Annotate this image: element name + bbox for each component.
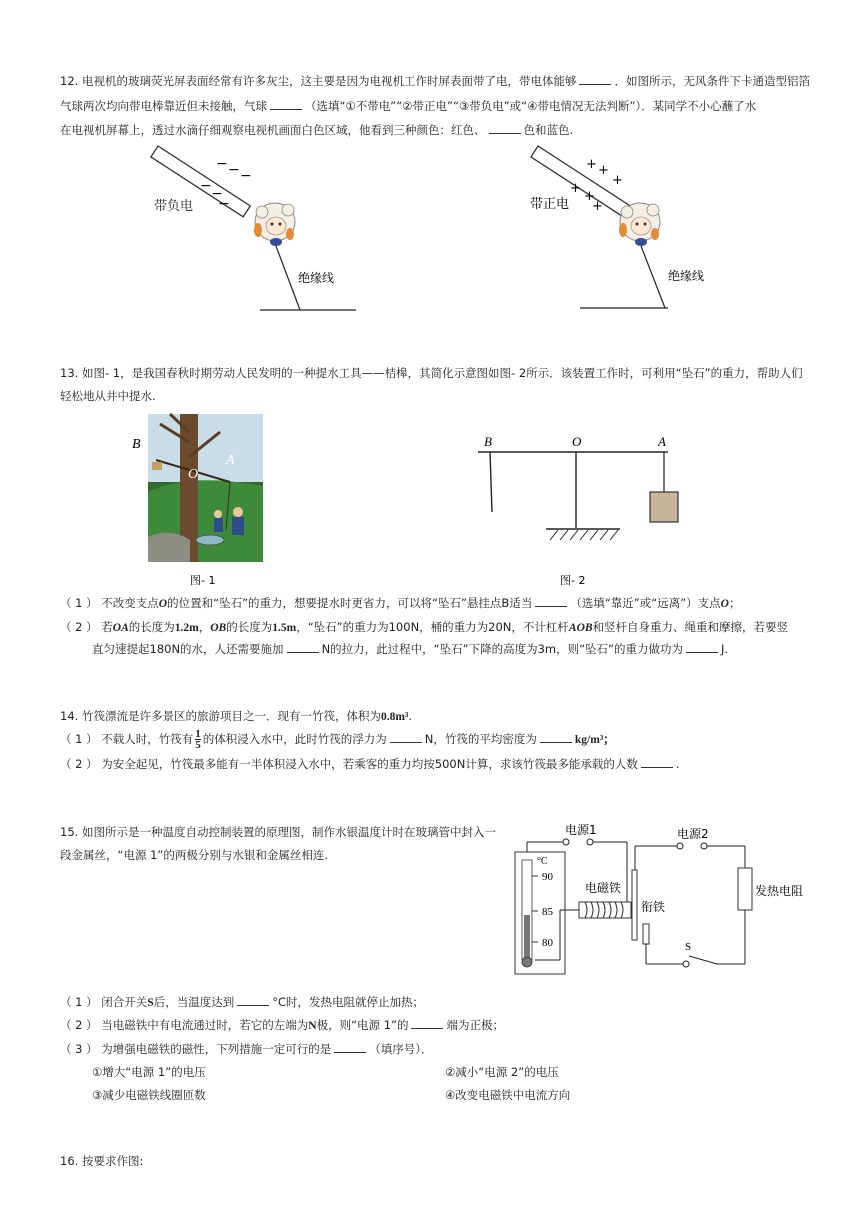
value: 1.2m bbox=[174, 622, 199, 634]
q14-line1 bbox=[60, 706, 412, 727]
q12-line3 bbox=[60, 120, 573, 140]
positive-label: 带正电 bbox=[530, 197, 570, 212]
var-n: N bbox=[308, 1020, 317, 1032]
q15-text: 极，则“电源 1”的 bbox=[316, 1018, 409, 1032]
q14-text: （ 1 ） 不载人时，竹筏有 bbox=[60, 732, 194, 746]
answer-blank[interactable] bbox=[287, 640, 319, 653]
q15-part3 bbox=[60, 1039, 433, 1059]
q15-circuit-figure bbox=[505, 820, 815, 980]
var-s: S bbox=[147, 997, 154, 1009]
q13-text: J. bbox=[721, 642, 729, 656]
q12-text: 色和蓝色. bbox=[523, 123, 574, 137]
value: 1.5m bbox=[272, 622, 297, 634]
minus-sign: − bbox=[218, 196, 230, 212]
switch-label: S bbox=[685, 941, 692, 953]
q14-text: 的体积浸入水中，此时竹筏的浮力为 bbox=[202, 732, 387, 746]
q15-line1: 15. 如图所示是一种温度自动控制装置的原理图，制作水银温度计时在玻璃管中封入一 bbox=[60, 825, 496, 839]
volume-value: 0.8m³ bbox=[380, 711, 409, 723]
q12-text: ．如图所示，无风条件下卡通造型铝箔 bbox=[614, 74, 810, 88]
q14-text: （ 2 ） 为安全起见，竹筏最多能有一半体积浸入水中，若乘客的重力均按500N计算，求该竹筏最多能承载的人数 bbox=[60, 757, 638, 771]
q13-text: （选填“靠近”或“远离”）支点 bbox=[570, 596, 721, 610]
negative-label: 带负电 bbox=[154, 199, 194, 214]
plus-sign: + bbox=[598, 163, 609, 178]
thread-label: 绝缘线 bbox=[668, 269, 705, 283]
var-ob: OB bbox=[210, 622, 227, 634]
q13-text: 的位置和“坠石”的重力，想要提水时更省力，可以将“坠石”悬挂点B适当 bbox=[167, 596, 533, 610]
label-o: O bbox=[188, 467, 199, 482]
q15-option-3: ③减少电磁铁线圈匝数 bbox=[92, 1088, 206, 1102]
label-a: A bbox=[226, 453, 235, 468]
q12-line1 bbox=[60, 71, 810, 91]
q14-part1 bbox=[60, 729, 615, 750]
figure1-caption: 图- 1 bbox=[190, 574, 216, 587]
figure2-caption: 图- 2 bbox=[560, 574, 586, 587]
var-aob: AOB bbox=[568, 622, 593, 634]
q13-text: ， bbox=[198, 620, 211, 634]
power-source-1-label: 电源1 bbox=[565, 823, 597, 837]
balloon-sheep-icon bbox=[254, 203, 295, 246]
fraction bbox=[195, 729, 201, 750]
q15-text: 端为正极； bbox=[446, 1018, 504, 1032]
answer-blank[interactable] bbox=[540, 730, 572, 743]
answer-blank[interactable] bbox=[535, 594, 567, 607]
power-source-2-label: 电源2 bbox=[677, 827, 709, 841]
electromagnet-label: 电磁铁 bbox=[585, 881, 622, 895]
q14-part2 bbox=[60, 754, 680, 774]
answer-blank[interactable] bbox=[334, 1040, 366, 1053]
q13-line1: 13. 如图- 1，是我国春秋时期劳动人民发明的一种提水工具——桔槔，其简化示意图如图- 2所示．该装置工作时，可利用“坠石”的重力，帮助人们 bbox=[60, 366, 803, 380]
answer-blank[interactable] bbox=[489, 121, 521, 134]
heater-label: 发热电阻 bbox=[755, 884, 804, 898]
label-b: B bbox=[484, 434, 492, 449]
q13-part1 bbox=[60, 593, 740, 614]
armature bbox=[632, 870, 637, 940]
q14-text: . bbox=[675, 757, 680, 771]
answer-blank[interactable] bbox=[270, 97, 302, 110]
answer-blank[interactable] bbox=[579, 72, 611, 85]
q12-text: 在电视机屏幕上，透过水滴仔细观察电视机画面白色区域，他看到三种颜色：红色、 bbox=[60, 123, 486, 137]
minus-sign: − bbox=[216, 156, 228, 172]
minus-sign: − bbox=[211, 186, 223, 202]
minus-sign: − bbox=[200, 178, 212, 194]
minus-sign: − bbox=[228, 162, 240, 178]
q13-line2: 轻松地从井中提水. bbox=[60, 389, 156, 403]
plus-sign: + bbox=[584, 189, 595, 204]
q14-text: N，竹筏的平均密度为 bbox=[424, 732, 537, 746]
label-o: O bbox=[572, 434, 582, 449]
q12-text: 12. 电视机的玻璃荧光屏表面经常有许多灰尘，这主要是因为电视机工作时屏表面带了电，带电体能够 bbox=[60, 74, 577, 88]
minus-sign: − bbox=[240, 168, 252, 184]
q15-part2 bbox=[60, 1015, 504, 1036]
label-b: B bbox=[132, 437, 141, 452]
counterweight-stone bbox=[650, 492, 678, 522]
q13-text: 的长度为 bbox=[226, 620, 273, 634]
q13-part2-line2 bbox=[92, 639, 728, 659]
var-oa: OA bbox=[112, 622, 129, 634]
q15-text: （ 3 ） 为增强电磁铁的磁性，下列措施一定可行的是 bbox=[60, 1042, 332, 1056]
unit: kg/m³； bbox=[574, 734, 615, 746]
var-o: O bbox=[720, 598, 729, 610]
q15-text: （填序号）． bbox=[369, 1042, 433, 1056]
heating-resistor bbox=[738, 868, 752, 910]
q15-part1 bbox=[60, 992, 424, 1013]
q14-text: . bbox=[408, 709, 413, 723]
q13-figure1 bbox=[130, 412, 270, 590]
fraction-denominator: 5 bbox=[195, 739, 201, 751]
q13-text: （ 2 ） 若 bbox=[60, 620, 113, 634]
balloon-sheep-icon bbox=[619, 203, 660, 246]
q12-figure-negative bbox=[140, 138, 370, 323]
fraction-numerator: 1 bbox=[195, 728, 201, 740]
temp-unit: °C bbox=[537, 856, 548, 867]
var-o: O bbox=[158, 598, 168, 610]
answer-blank[interactable] bbox=[390, 730, 422, 743]
q13-text: 的长度为 bbox=[128, 620, 175, 634]
switch-s[interactable] bbox=[689, 956, 717, 964]
plus-sign: + bbox=[592, 199, 603, 214]
q12-line2 bbox=[60, 96, 756, 116]
answer-blank[interactable] bbox=[641, 755, 673, 768]
tick-80: 80 bbox=[542, 937, 553, 949]
q13-text: N的拉力，此过程中，“坠石”下降的高度为3m，则“坠石”的重力做功为 bbox=[321, 642, 684, 656]
q15-text: （ 2 ） 当电磁铁中有电流通过时，若它的左端为 bbox=[60, 1018, 309, 1032]
tick-90: 90 bbox=[542, 871, 553, 883]
tick-85: 85 bbox=[542, 906, 553, 918]
q13-text: 和竖杆自身重力、绳重和摩擦，若要竖 bbox=[592, 620, 789, 634]
q14-text: 14. 竹筏漂流是许多景区的旅游项目之一．现有一竹筏，体积为 bbox=[60, 709, 381, 723]
q15-option-1: ①增大“电源 1”的电压 bbox=[92, 1065, 206, 1079]
q13-text: ； bbox=[728, 596, 741, 610]
armature-label: 衔铁 bbox=[641, 900, 666, 914]
q13-part2-line1 bbox=[60, 617, 788, 638]
label-a: A bbox=[658, 434, 666, 449]
answer-blank[interactable] bbox=[686, 640, 718, 653]
q15-text: （ 1 ） 闭合开关 bbox=[60, 995, 148, 1009]
q13-text: ，“坠石”的重力为100N，桶的重力为20N，不计杠杆 bbox=[296, 620, 569, 634]
q15-option-2: ②减小“电源 2”的电压 bbox=[445, 1065, 559, 1079]
plus-sign: + bbox=[570, 181, 581, 196]
q12-text: （选填“①不带电”“②带正电”“③带负电”或“④带电情况无法判断”）．某同学不小心蘸了水 bbox=[305, 99, 757, 113]
q12-text: 气球两次均向带电棒靠近但未接触，气球 bbox=[60, 99, 267, 113]
answer-blank[interactable] bbox=[237, 993, 269, 1006]
q15-text: 后，当温度达到 bbox=[153, 995, 235, 1009]
q15-line2: 段金属丝，“电源 1”的两极分别与水银和金属丝相连. bbox=[60, 848, 329, 862]
plus-sign: + bbox=[612, 173, 623, 188]
q13-text: （ 1 ） 不改变支点 bbox=[60, 596, 159, 610]
plus-sign: + bbox=[586, 157, 597, 172]
thread-label: 绝缘线 bbox=[298, 271, 335, 285]
q16-line1: 16. 按要求作图: bbox=[60, 1154, 144, 1168]
answer-blank[interactable] bbox=[411, 1016, 443, 1029]
q13-text: 直匀速提起180N的水，人还需要施加 bbox=[92, 642, 284, 656]
q15-option-4: ④改变电磁铁中电流方向 bbox=[445, 1088, 571, 1102]
q15-text: °C时，发热电阻就停止加热； bbox=[272, 995, 424, 1009]
q12-figure-positive bbox=[520, 138, 740, 323]
q13-figure2 bbox=[470, 430, 690, 590]
